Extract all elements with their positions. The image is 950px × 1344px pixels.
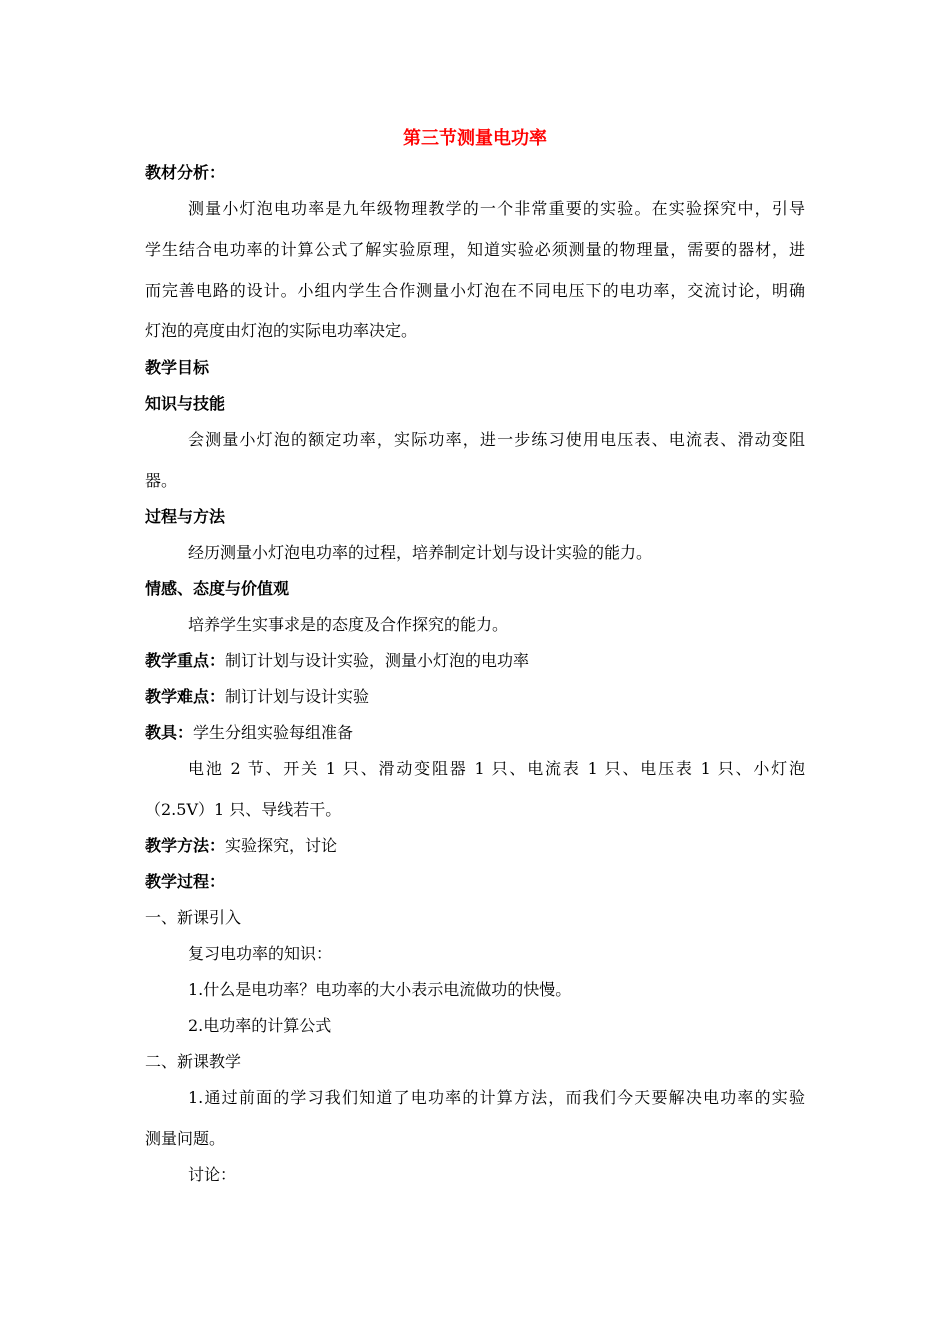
method-row [145,836,337,856]
goals-heading: 教学目标 [145,358,210,377]
attitude-line-1: 培养学生实事求是的态度及合作探究的能力。 [188,615,509,634]
analysis-heading: 教材分析： [145,163,226,182]
analysis-line-1: 测量小灯泡电功率是九年级物理教学的一个非常重要的实验。在实验探究中，引导 [188,199,805,218]
process-line-1: 经历测量小灯泡电功率的过程，培养制定计划与设计实验的能力。 [188,543,653,562]
part2-line-3: 讨论： [188,1165,237,1184]
key-point-row [145,651,529,671]
part1-line-2: 1.什么是电功率？电功率的大小表示电流做功的快慢。 [188,980,572,999]
analysis-line-2: 学生结合电功率的计算公式了解实验原理，知道实验必须测量的物理量，需要的器材，进 [145,240,805,259]
attitude-heading: 情感、态度与价值观 [145,579,290,598]
analysis-line-3: 而完善电路的设计。小组内学生合作测量小灯泡在不同电压下的电功率，交流讨论，明确 [145,281,805,300]
tools-label: 教具： [145,723,194,742]
procedure-heading: 教学过程： [145,872,226,891]
part2-heading: 二、新课教学 [145,1052,242,1071]
knowledge-line-1: 会测量小灯泡的额定功率，实际功率，进一步练习使用电压表、电流表、滑动变阻 [188,430,805,449]
tools-row [145,723,353,743]
part2-line-2: 测量问题。 [145,1129,226,1148]
difficulty-row [145,687,369,707]
key-point-label: 教学重点： [145,651,226,670]
part1-line-3: 2.电功率的计算公式 [188,1016,332,1035]
page-title: 第三节测量电功率 [403,128,547,149]
tools-text: 学生分组实验每组准备 [193,723,354,742]
difficulty-label: 教学难点： [145,687,226,706]
part2-line-1: 1.通过前面的学习我们知道了电功率的计算方法，而我们今天要解决电功率的实验 [188,1088,805,1107]
difficulty-text: 制订计划与设计实验 [225,687,370,706]
knowledge-line-2: 器。 [145,471,178,490]
tools-line-1: 电池 2 节、开关 1 只、滑动变阻器 1 只、电流表 1 只、电压表 1 只、小灯泡 [188,759,805,778]
method-label: 教学方法： [145,836,226,855]
part1-line-1: 复习电功率的知识： [188,944,333,963]
tools-line-2: （2.5V）1 只、导线若干。 [145,800,342,819]
part1-heading: 一、新课引入 [145,908,242,927]
process-heading: 过程与方法 [145,507,226,526]
knowledge-heading: 知识与技能 [145,394,226,413]
method-text: 实验探究，讨论 [225,836,338,855]
key-point-text: 制订计划与设计实验，测量小灯泡的电功率 [225,651,530,670]
analysis-line-4: 灯泡的亮度由灯泡的实际电功率决定。 [145,321,418,340]
